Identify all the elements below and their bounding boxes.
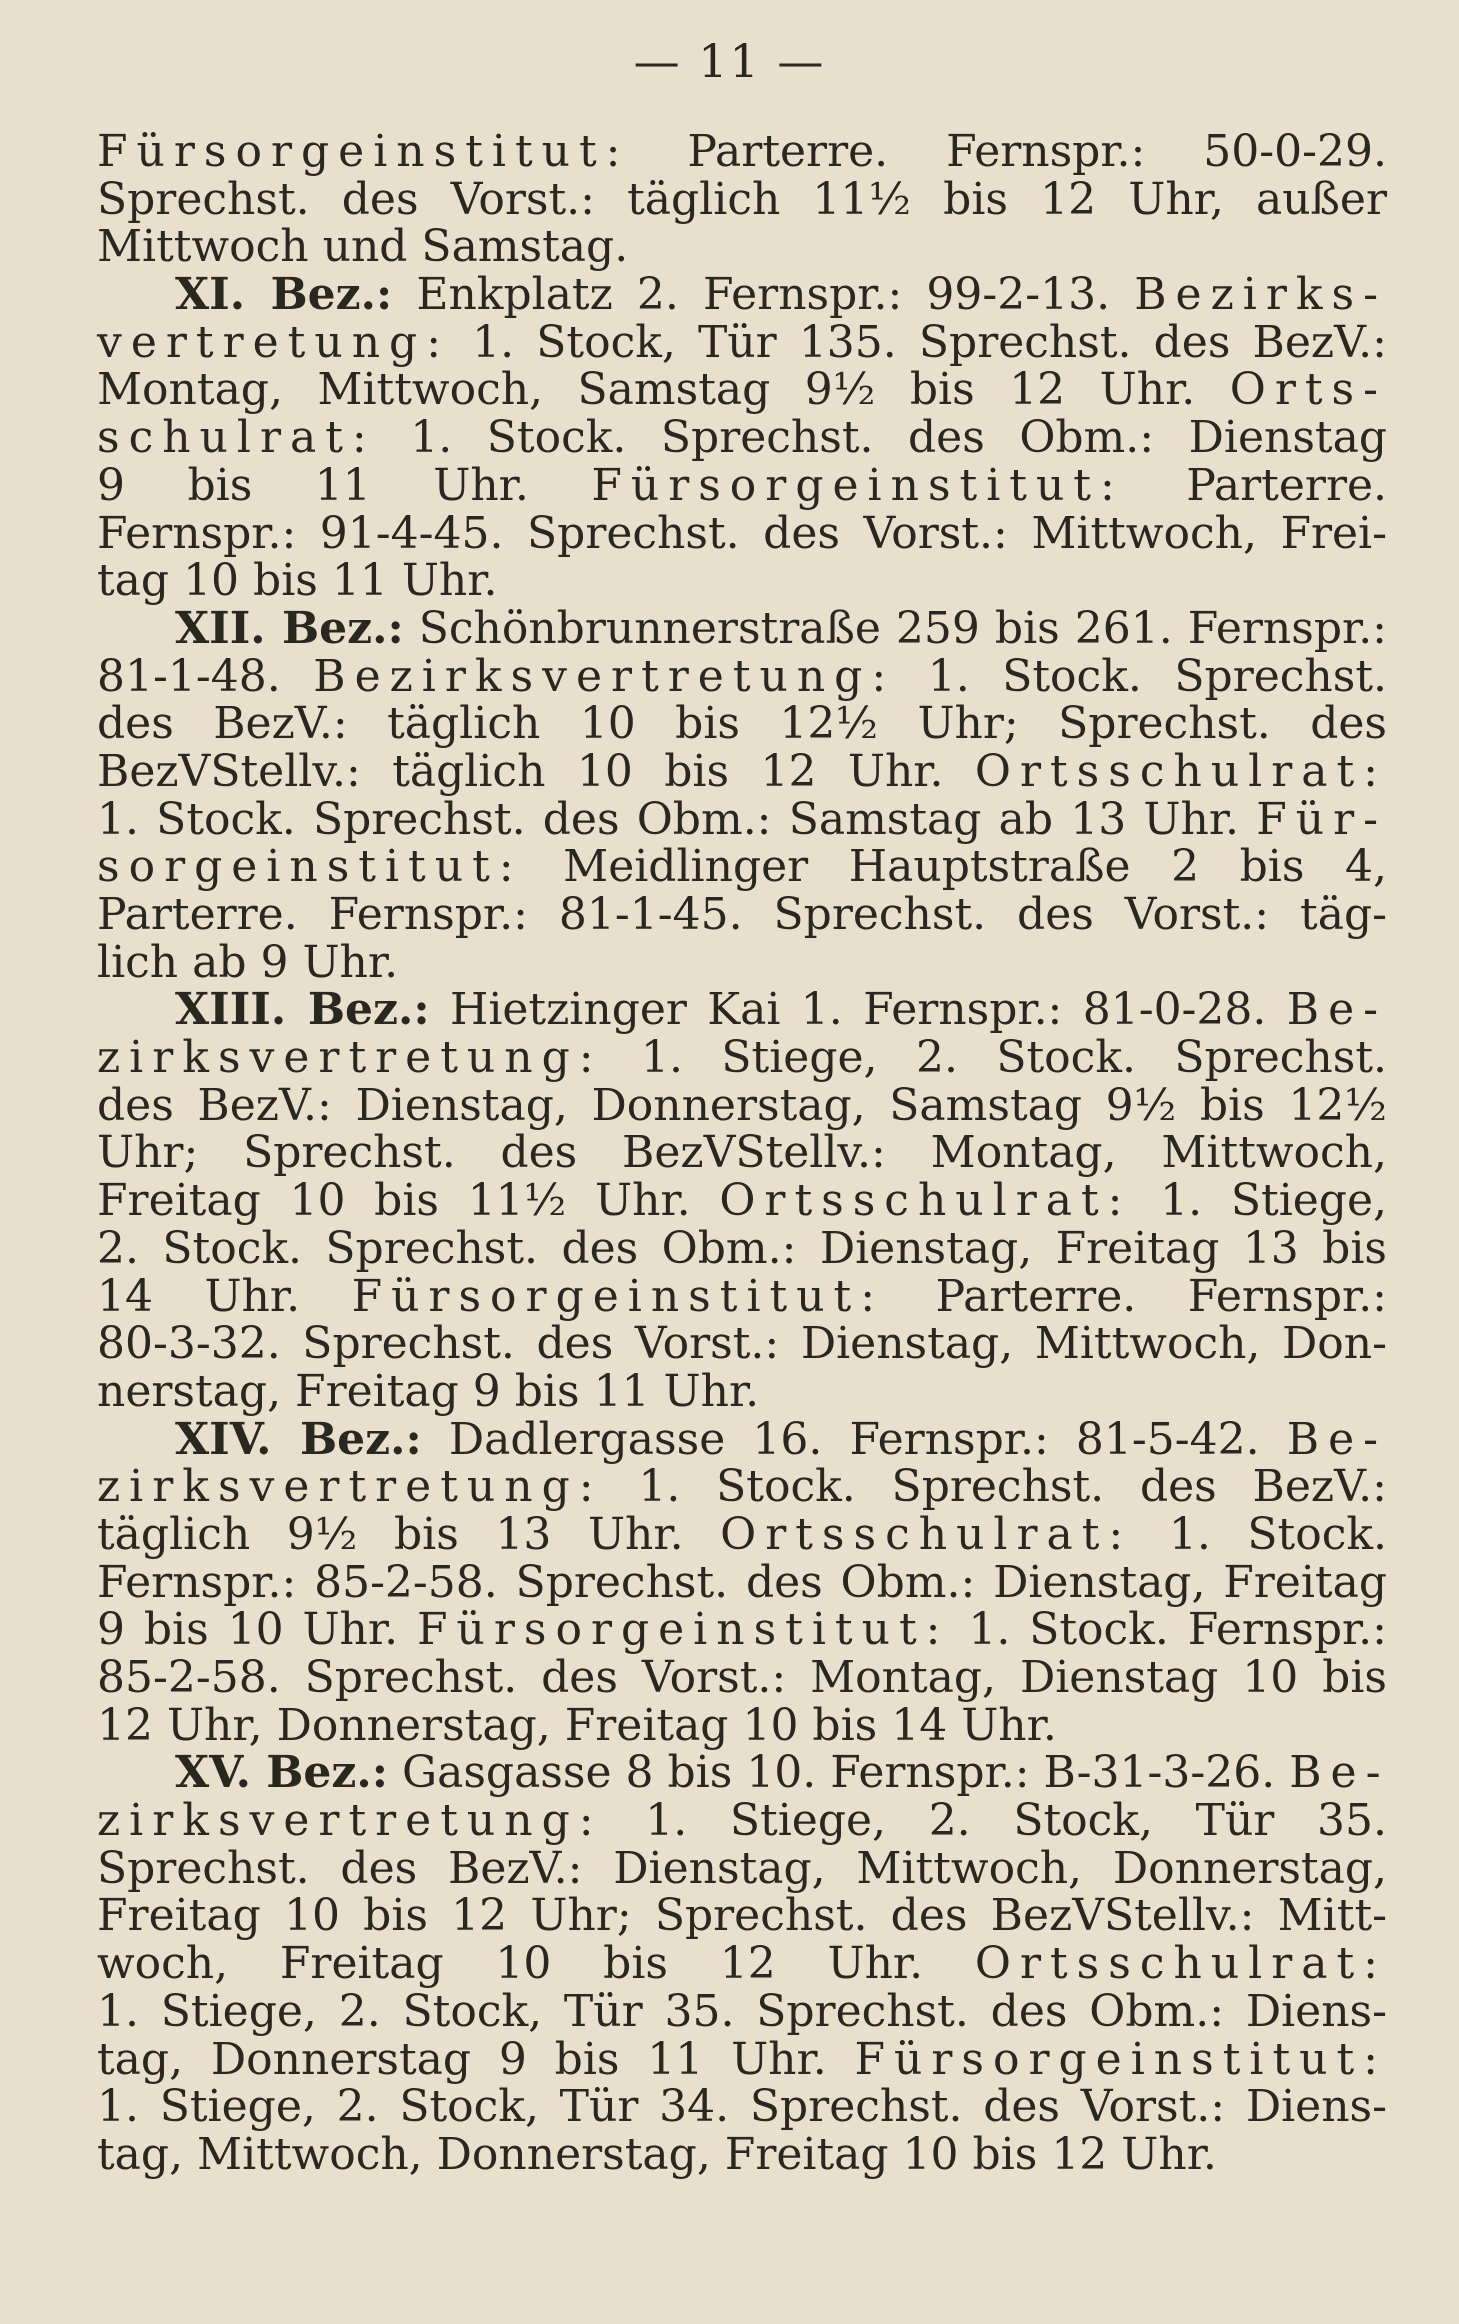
- text-span: Fernspr.: 91-4-45. Sprechst. des Vorst.: Mittwoch, Frei-: [97, 507, 1387, 559]
- text-line: [97, 891, 1387, 939]
- text-span: Schönbrunnerstraße 259 bis 261. Fernspr.:: [403, 602, 1388, 654]
- spaced-term: Be-: [1286, 1413, 1387, 1465]
- spaced-term: sorgeinstitut:: [97, 841, 523, 893]
- text-span: des BezV.: täglich 10 bis 12½ Uhr; Sprechst. des: [97, 698, 1387, 750]
- text-span: 1. Stock. Sprechst. des BezV.:: [602, 1461, 1387, 1513]
- text-span: Uhr; Sprechst. des BezVStellv.: Montag, Mittwoch,: [97, 1127, 1387, 1179]
- text-line: [97, 1654, 1387, 1702]
- spaced-term: Ortsschulrat:: [974, 745, 1387, 797]
- text-span: Montag, Mittwoch, Samstag 9½ bis 12 Uhr.: [97, 364, 1230, 416]
- body-text: [97, 126, 1390, 2180]
- text-span: 9 bis 10 Uhr.: [97, 1604, 417, 1656]
- text-line: [97, 1892, 1387, 1940]
- text-line: [97, 2033, 1387, 2085]
- district-heading-line: [97, 986, 1387, 1034]
- text-span: 1. Stock.: [1132, 1508, 1387, 1560]
- spaced-term: Ortsschulrat:: [720, 1508, 1133, 1560]
- text-span: 1. Stock. Sprechst. des Obm.: Dienstag: [375, 412, 1387, 464]
- text-line: [97, 507, 1387, 559]
- text-span: Mittwoch und Samstag.: [97, 221, 629, 273]
- spaced-term: Bezirksvertretung:: [313, 650, 896, 702]
- text-span: 85-2-58. Sprechst. des Vorst.: Montag, Dienstag 10 bis: [97, 1652, 1387, 1703]
- text-line: [97, 1842, 1387, 1894]
- text-line: [97, 2083, 1387, 2131]
- text-span: woch, Freitag 10 bis 12 Uhr.: [97, 1938, 975, 1990]
- text-line: [97, 843, 1387, 891]
- text-span: Hietzinger Kai 1. Fernspr.: 81-0-28.: [429, 984, 1287, 1036]
- district-heading-line: [97, 1747, 1390, 1799]
- text-span: tag, Donnerstag 9 bis 11 Uhr.: [97, 2033, 855, 2085]
- spaced-term: Fürsorgeinstitut:: [416, 1604, 950, 1656]
- text-line: [97, 316, 1387, 368]
- text-line: [97, 1320, 1387, 1368]
- spaced-term: zirksvertretung:: [97, 1795, 603, 1847]
- text-line: [97, 1797, 1387, 1845]
- text-line: [97, 459, 1387, 511]
- text-line: [97, 223, 1387, 271]
- text-span: Parterre. Fernspr.: 81-1-45. Sprechst. des Vorst.: täg-: [97, 889, 1387, 940]
- spaced-term: zirksvertretung:: [97, 1461, 603, 1513]
- text-span: Parterre. Fernspr.: 50-0-29.: [629, 126, 1387, 177]
- spaced-term: Fürsorgeinstitut:: [591, 459, 1124, 511]
- text-span: 1. Stiege, 2. Stock, Tür 34. Sprechst. des Vorst.: Diens-: [97, 2081, 1387, 2133]
- text-line: [97, 650, 1387, 702]
- text-span: 1. Stiege, 2. Stock, Tür 35. Sprechst. des Obm.: Diens-: [97, 1985, 1387, 2037]
- text-span: tag 10 bis 11 Uhr.: [97, 555, 498, 607]
- text-line: [97, 1365, 1387, 1417]
- text-span: Sprechst. des BezV.: Dienstag, Mittwoch, Donnerstag,: [97, 1842, 1387, 1894]
- text-line: [97, 1129, 1387, 1177]
- text-line: [97, 1177, 1387, 1225]
- district-label: XII. Bez.:: [175, 602, 404, 654]
- district-label: XI. Bez.:: [175, 269, 393, 321]
- text-span: Sprechst. des Vorst.: täglich 11½ bis 12 Uhr, außer: [97, 173, 1387, 225]
- spaced-term: Für-: [1256, 793, 1387, 845]
- text-span: Parterre. Fernspr.:: [884, 1270, 1387, 1322]
- text-span: 1. Stock. Fernspr.:: [949, 1604, 1387, 1656]
- page-number: — 11 —: [633, 34, 826, 88]
- text-span: Enkplatz 2. Fernspr.: 99-2-13.: [392, 269, 1135, 321]
- spaced-term: Ortsschulrat:: [719, 1175, 1132, 1227]
- text-line: [97, 366, 1387, 414]
- text-line: [97, 1699, 1387, 1751]
- text-span: Meidlinger Hauptstraße 2 bis 4,: [522, 841, 1387, 893]
- text-span: 14 Uhr.: [97, 1270, 352, 1322]
- text-line: [97, 745, 1387, 797]
- spaced-term: Orts-: [1229, 364, 1387, 416]
- spaced-term: Bezirks-: [1134, 269, 1387, 321]
- text-span: 80-3-32. Sprechst. des Vorst.: Dienstag, Mittwoch, Don-: [97, 1318, 1387, 1370]
- spaced-term: schulrat:: [97, 412, 376, 464]
- text-span: 81-1-48.: [97, 650, 314, 702]
- text-line: [97, 1463, 1387, 1511]
- text-span: Freitag 10 bis 12 Uhr; Sprechst. des BezVStellv.: Mitt-: [97, 1890, 1387, 1942]
- text-span: nerstag, Freitag 9 bis 11 Uhr.: [97, 1365, 760, 1417]
- district-label: XIV. Bez.:: [175, 1413, 422, 1465]
- district-heading-line: [97, 271, 1387, 319]
- text-span: lich ab 9 Uhr.: [97, 936, 399, 988]
- text-line: [97, 2128, 1387, 2180]
- district-heading-line: [97, 1413, 1387, 1465]
- text-span: 1. Stock. Sprechst. des Obm.: Samstag ab 13 Uhr.: [97, 793, 1257, 845]
- text-line: [97, 1079, 1387, 1131]
- text-span: Fernspr.: 85-2-58. Sprechst. des Obm.: Dienstag, Freitag: [97, 1556, 1387, 1608]
- text-line: [97, 700, 1387, 748]
- text-span: 1. Stock, Tür 135. Sprechst. des BezV.:: [450, 316, 1387, 368]
- text-span: 1. Stiege,: [1131, 1175, 1387, 1227]
- text-line: [97, 1222, 1387, 1274]
- text-span: 1. Stiege, 2. Stock. Sprechst.: [602, 1032, 1387, 1084]
- text-span: Gasgasse 8 bis 10. Fernspr.: B-31-3-26.: [387, 1747, 1290, 1799]
- text-span: 1. Stock. Sprechst.: [895, 650, 1387, 702]
- text-line: [97, 557, 1387, 605]
- text-line: [97, 1270, 1387, 1322]
- text-line: [97, 1985, 1387, 2037]
- spaced-term: Ortsschulrat:: [974, 1938, 1387, 1990]
- text-span: täglich 9½ bis 13 Uhr.: [97, 1508, 721, 1560]
- text-line: [97, 128, 1387, 176]
- text-line: [97, 793, 1387, 845]
- spaced-term: zirksvertretung:: [97, 1032, 603, 1084]
- text-span: Freitag 10 bis 11½ Uhr.: [97, 1175, 720, 1227]
- text-span: BezVStellv.: täglich 10 bis 12 Uhr.: [97, 745, 975, 797]
- text-span: Dadlergasse 16. Fernspr.: 81-5-42.: [421, 1413, 1287, 1465]
- text-span: 2. Stock. Sprechst. des Obm.: Dienstag, Freitag 13 bis: [97, 1222, 1387, 1274]
- text-line: [97, 1508, 1387, 1560]
- text-line: [97, 936, 1387, 988]
- text-line: [97, 1034, 1387, 1082]
- text-span: Parterre.: [1123, 459, 1387, 511]
- spaced-term: vertretung:: [97, 316, 451, 368]
- text-span: 9 bis 11 Uhr.: [97, 459, 592, 511]
- text-line: [97, 414, 1387, 462]
- spaced-term: Fürsorgeinstitut:: [97, 126, 630, 177]
- spaced-term: Fürsorgeinstitut:: [351, 1270, 885, 1322]
- spaced-term: Be-: [1286, 984, 1387, 1036]
- text-line: [97, 1606, 1387, 1654]
- text-span: 1. Stiege, 2. Stock, Tür 35.: [602, 1795, 1387, 1847]
- text-span: 12 Uhr, Donnerstag, Freitag 10 bis 14 Uhr.: [97, 1699, 1057, 1751]
- text-line: [97, 1556, 1387, 1608]
- text-line: [97, 1940, 1387, 1988]
- district-label: XIII. Bez.:: [175, 984, 430, 1036]
- spaced-term: Be-: [1289, 1747, 1390, 1799]
- district-label: XV. Bez.:: [175, 1747, 388, 1799]
- district-heading-line: [97, 602, 1388, 654]
- text-span: tag, Mittwoch, Donnerstag, Freitag 10 bis 12 Uhr.: [97, 2128, 1217, 2180]
- text-span: des BezV.: Dienstag, Donnerstag, Samstag 9½ bis 12½: [97, 1079, 1387, 1131]
- text-line: [97, 173, 1387, 225]
- spaced-term: Fürsorgeinstitut:: [854, 2033, 1387, 2085]
